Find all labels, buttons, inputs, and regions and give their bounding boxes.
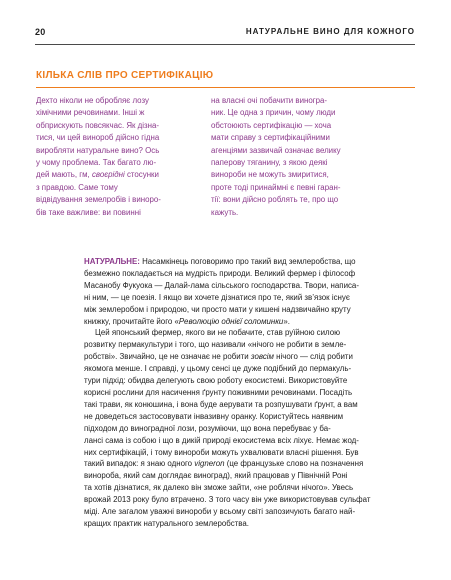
sidebar-column-right bbox=[211, 95, 366, 219]
sidebar-line bbox=[36, 169, 191, 181]
body-line: такі трави, як конюшина, і вона буде аерувати та розпушувати ґрунт, а вам bbox=[84, 399, 358, 409]
header-rule bbox=[35, 44, 415, 45]
foreign-term: vigneron bbox=[194, 459, 225, 469]
sidebar-line: паперову тяганину, з якою деякі bbox=[211, 158, 328, 168]
sidebar-line: тися, чи цей винороб дійсно гідна bbox=[36, 133, 160, 143]
section-rule bbox=[36, 87, 415, 88]
sidebar-line: у чому проблема. Так багато лю- bbox=[36, 158, 157, 168]
book-title: Революцію однієї соломинки bbox=[178, 316, 284, 326]
sidebar-line: відвідування земелробів і виноро- bbox=[36, 195, 161, 205]
sidebar-line: тії: вони дійсно роблять те, про що bbox=[211, 195, 339, 205]
running-header: НАТУРАЛЬНЕ ВИНО ДЛЯ КОЖНОГО bbox=[245, 27, 415, 36]
body-text-run: книжку, прочитайте його « bbox=[84, 316, 179, 326]
sidebar-line: обстоюють сертифікацію — хоча bbox=[211, 120, 332, 130]
body-line: корисні рослини для насичення ґрунту поживними речовинами. Посадіть bbox=[84, 387, 353, 397]
body-line: лансі сама із собою і що в дикій природі екосистема всіх ліхує. Немає жод- bbox=[84, 435, 359, 445]
body-line: них сертифікацій, і тому винороби можуть ухвалювати власні рішення. Був bbox=[84, 447, 359, 457]
section-title: КІЛЬКА СЛІВ ПРО СЕРТИФІКАЦІЮ bbox=[36, 70, 214, 81]
sidebar-line: хімічними речовинами. Інші ж bbox=[36, 108, 145, 118]
body-text-run: ». bbox=[283, 316, 290, 326]
body-line: Масанобу Фукуока — Далай-лама сільського господарства. Твори, написа- bbox=[84, 280, 359, 290]
body-text bbox=[84, 256, 419, 530]
body-line: між землеробом і природою, чи просто мати у кишені надзвичайно круту bbox=[84, 304, 351, 314]
body-line bbox=[84, 458, 419, 470]
sidebar-line: обприскують повсякчас. Як дізна- bbox=[36, 120, 160, 130]
body-line: винороба, який сам доглядає виноград), який працював у Північній Роні bbox=[84, 471, 348, 481]
body-line: Цей японський фермер, якого ви не побачите, став руїйною силою bbox=[95, 328, 341, 338]
body-line: кращих практик натурального землеробства. bbox=[84, 518, 249, 528]
certification-sidebar bbox=[36, 95, 366, 219]
body-line: безмежно покладається на мудрість природи. Великий фермер і філософ bbox=[84, 268, 356, 278]
sidebar-line: агенціями зазвичай означає велику bbox=[211, 145, 341, 155]
body-line bbox=[84, 316, 419, 328]
lead-in-heading: НАТУРАЛЬНЕ: bbox=[84, 257, 140, 266]
sidebar-column-left bbox=[36, 95, 191, 219]
emphasis-text: зовсім bbox=[250, 352, 274, 362]
sidebar-line: ник. Це одна з причин, чому люди bbox=[211, 108, 336, 118]
body-line: підходом до виноградної лози, розуміючи, що вона перебуває у ба- bbox=[84, 423, 331, 433]
sidebar-line: на власні очі побачити виногра- bbox=[211, 96, 328, 105]
sidebar-line: з правдою. Саме тому bbox=[36, 182, 118, 192]
body-line bbox=[84, 351, 419, 363]
sidebar-line: бів таке важливе: ви повинні bbox=[36, 207, 141, 217]
body-line: не доведеться застосовувати інвазивну оранку. Користуйтесь наявним bbox=[84, 411, 344, 421]
body-line: та хотів дізнатися, як далеко він зможе зайти, «не роблячи нічого». Увесь bbox=[84, 483, 354, 493]
sidebar-italic-text: своєрідні bbox=[91, 170, 125, 180]
sidebar-line: мати справу з сертифікаційними bbox=[211, 133, 330, 143]
page-number: 20 bbox=[35, 27, 46, 37]
body-line: якомога менше. І справді, у цьому сенсі це дуже подібний до пермакуль- bbox=[84, 364, 352, 374]
body-text-run: такий випадок: я знаю одного bbox=[84, 459, 195, 469]
body-line: ні ним, — це поезія. І якщо ви хочете дізнатися про те, який зв’язок існує bbox=[84, 292, 350, 302]
body-line bbox=[84, 256, 419, 268]
body-text-run: (це французьке слово на позначення bbox=[224, 459, 364, 469]
sidebar-line: Дехто ніколи не обробляє лозу bbox=[36, 96, 149, 105]
sidebar-line: виробляти натуральне вино? Ось bbox=[36, 145, 160, 155]
body-line: тури підхід: обидва делегують свою роботу екосистемі. Використовуйте bbox=[84, 376, 348, 386]
sidebar-line: винороби не можуть змиритися, bbox=[211, 170, 329, 180]
sidebar-line: проте тоді принаймні є певні гаран- bbox=[211, 182, 341, 192]
sidebar-text: дей мають, гм, bbox=[36, 170, 92, 180]
body-text-run: Насамкінець поговоримо про такий вид землеробства, що bbox=[139, 257, 356, 266]
body-text-run: робстві». Звичайно, це не означає не робити bbox=[84, 352, 251, 362]
body-line: міді. Але загалом уважні винороби у всьому світі запозичують багато най- bbox=[84, 507, 356, 517]
body-line: врожай 2013 року було втрачено. З того часу він уже використовував сульфат bbox=[84, 495, 371, 505]
body-line: розвитку пермакультури і того, що називали «нічого не робити в земле- bbox=[84, 340, 347, 350]
body-text-run: нічого — слід робити bbox=[273, 352, 353, 362]
sidebar-line: кажуть. bbox=[211, 207, 239, 217]
sidebar-text: стосунки bbox=[124, 170, 159, 180]
